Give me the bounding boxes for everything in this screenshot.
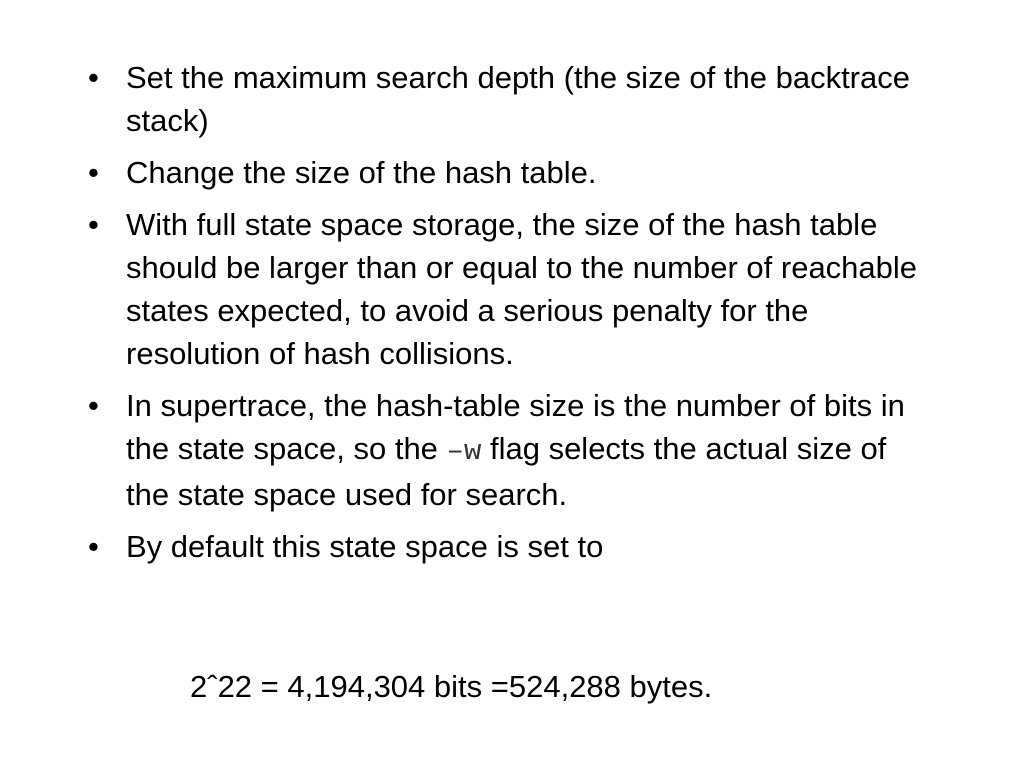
bullet-item-supertrace — [88, 384, 928, 516]
bullet-item-hash-table-size — [88, 151, 928, 194]
formula-line: 2ˆ22 = 4,194,304 bits =524,288 bytes. — [190, 669, 713, 704]
code-flag: –w — [446, 435, 482, 468]
bullet-text: Set the maximum search depth (the size of the backtrace stack) — [126, 60, 910, 138]
bullet-icon: • — [88, 60, 99, 95]
bullet-text: Change the size of the hash table. — [126, 155, 597, 190]
bullet-text-after: flag selects the actual size of the state space used for search. — [126, 431, 887, 512]
bullet-icon: • — [88, 388, 99, 423]
bullet-icon: • — [88, 529, 99, 564]
bullet-text: With full state space storage, the size of the hash table should be larger than or equal to the number of reachable states expected, to avoid a serious penalty for the resolution of hash collisions. — [126, 207, 918, 371]
bullet-item-search-depth — [88, 56, 928, 142]
bullet-item-default-state-space — [88, 525, 928, 568]
bullet-text-before: In supertrace, the hash-table size is the number of bits in the state space, so the — [126, 388, 905, 466]
bullet-icon: • — [88, 207, 99, 242]
bullet-list — [88, 56, 928, 577]
bullet-icon: • — [88, 155, 99, 190]
bullet-item-full-state-storage — [88, 203, 928, 375]
bullet-text: By default this state space is set to — [126, 529, 604, 564]
